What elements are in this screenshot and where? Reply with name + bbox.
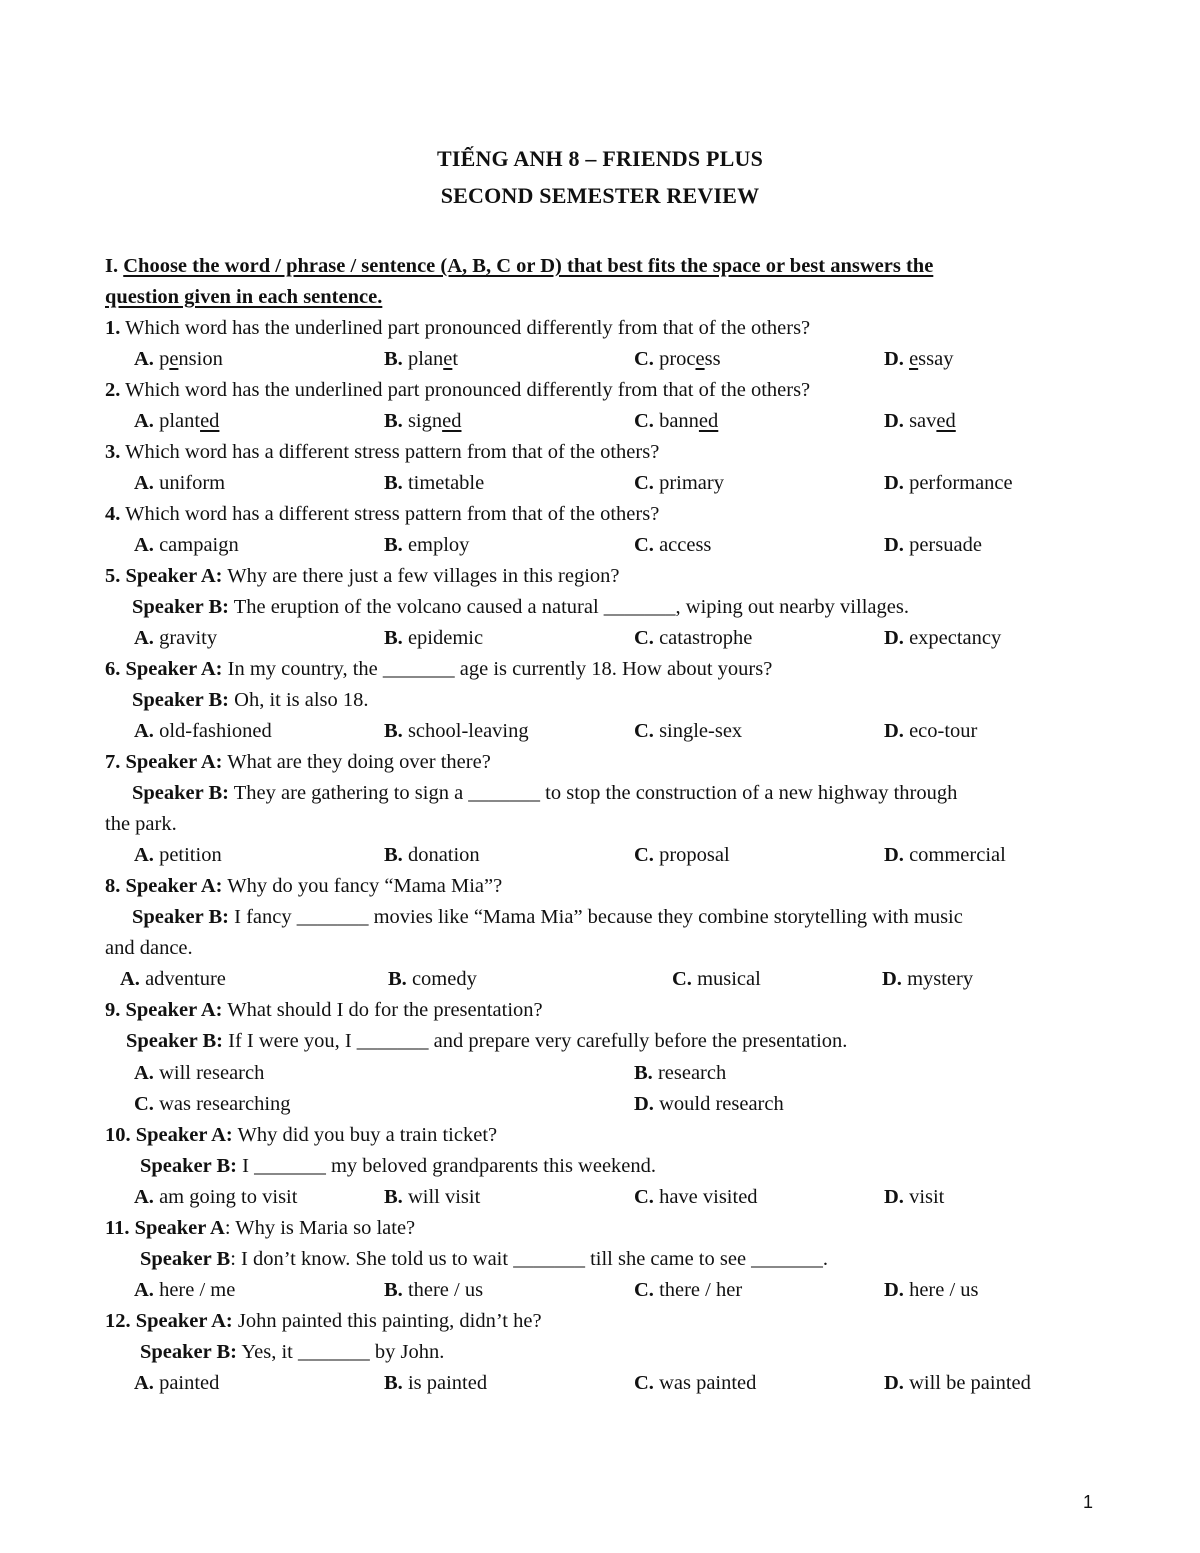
option-letter: B.: [384, 534, 403, 556]
answer-option-c[interactable]: [634, 1280, 742, 1301]
option-text: will be painted: [909, 1372, 1031, 1394]
answer-option-d[interactable]: [884, 721, 977, 742]
question-8-line-3: [105, 938, 193, 959]
answer-option-b[interactable]: [388, 969, 477, 990]
section-instruction: [105, 256, 933, 277]
section-instruction-line2: question given in each sentence.: [105, 286, 383, 308]
option-letter: A.: [134, 1372, 154, 1394]
answer-option-b[interactable]: [384, 411, 461, 432]
answer-option-b[interactable]: [384, 628, 483, 649]
question-7-line-1: [105, 752, 491, 773]
answer-option-a[interactable]: [134, 721, 272, 742]
option-underlined-part: ed: [200, 410, 220, 432]
option-text: proc: [659, 348, 696, 370]
speaker-label: Speaker A:: [135, 1124, 233, 1146]
option-text: musical: [697, 968, 761, 990]
answer-option-a[interactable]: [134, 628, 217, 649]
option-text: single-sex: [659, 720, 743, 742]
option-text: would research: [659, 1093, 784, 1115]
option-letter: B.: [384, 410, 403, 432]
question-text: They are gathering to sign a _______ to stop the construction of a new highway through: [229, 782, 958, 804]
option-letter: A.: [134, 1279, 154, 1301]
option-letter: A.: [134, 844, 154, 866]
question-text: Which word has the underlined part pronounced differently from that of the others?: [125, 317, 811, 339]
answer-option-a[interactable]: [134, 1187, 297, 1208]
option-letter: D.: [884, 1279, 904, 1301]
option-letter: C.: [634, 844, 654, 866]
question-5-line-2: [132, 597, 909, 618]
question-text: Yes, it _______ by John.: [237, 1341, 445, 1363]
option-letter: B.: [384, 627, 403, 649]
question-number: 6.: [105, 658, 121, 680]
answer-option-a[interactable]: [134, 473, 225, 494]
option-text: campaign: [159, 534, 239, 556]
answer-option-a[interactable]: [134, 411, 219, 432]
option-letter: D.: [884, 1186, 904, 1208]
speaker-label: Speaker B:: [132, 782, 230, 804]
question-text: Oh, it is also 18.: [229, 689, 369, 711]
option-underlined-part: e: [443, 348, 453, 370]
option-text: am going to visit: [159, 1186, 298, 1208]
option-letter: C.: [634, 720, 654, 742]
answer-option-c[interactable]: [634, 473, 724, 494]
option-text: here / me: [159, 1279, 236, 1301]
option-underlined-part: e: [169, 348, 179, 370]
option-text: expectancy: [909, 627, 1002, 649]
question-5-line-1: [105, 566, 619, 587]
answer-option-a[interactable]: [134, 1280, 235, 1301]
question-number: 5.: [105, 565, 121, 587]
option-letter: B.: [384, 1279, 403, 1301]
answer-option-d[interactable]: [884, 1187, 944, 1208]
option-text: will research: [159, 1062, 265, 1084]
question-11-line-2: [140, 1249, 828, 1270]
option-letter: C.: [634, 410, 654, 432]
question-9-line-2: [126, 1031, 847, 1052]
question-number: 4.: [105, 503, 121, 525]
option-text: sav: [909, 410, 937, 432]
option-letter: A.: [134, 348, 154, 370]
speaker-label: Speaker A:: [125, 565, 223, 587]
speaker-label: Speaker B:: [126, 1030, 224, 1052]
option-text: have visited: [659, 1186, 758, 1208]
question-number: 2.: [105, 379, 121, 401]
answer-option-a[interactable]: [134, 845, 222, 866]
option-letter: B.: [384, 844, 403, 866]
question-12-line-2: [140, 1342, 444, 1363]
question-8-line-1: [105, 876, 502, 897]
option-text: was researching: [159, 1093, 291, 1115]
option-text: donation: [407, 844, 480, 866]
option-letter: A.: [134, 534, 154, 556]
question-number: 9.: [105, 999, 121, 1021]
answer-option-b[interactable]: [384, 349, 458, 370]
question-number: 1.: [105, 317, 121, 339]
option-text: epidemic: [407, 627, 484, 649]
answer-option-d[interactable]: [634, 1094, 784, 1115]
option-letter: A.: [134, 720, 154, 742]
answer-option-c[interactable]: [634, 1373, 756, 1394]
option-letter: B.: [388, 968, 407, 990]
option-text: there / us: [407, 1279, 484, 1301]
option-text: bann: [659, 410, 699, 432]
option-text-rest: t: [452, 348, 459, 370]
section-instruction-cont: [105, 287, 382, 308]
option-text: catastrophe: [659, 627, 753, 649]
option-letter: C.: [634, 348, 654, 370]
option-letter: C.: [634, 1279, 654, 1301]
question-text: Which word has a different stress pattern from that of the others?: [125, 441, 660, 463]
question-text: Why do you fancy “Mama Mia”?: [222, 875, 503, 897]
option-text: painted: [159, 1372, 220, 1394]
option-text: comedy: [411, 968, 477, 990]
answer-option-a[interactable]: [134, 535, 239, 556]
option-letter: C.: [634, 472, 654, 494]
section-numeral: I.: [105, 255, 119, 277]
option-letter: D.: [884, 1372, 904, 1394]
option-text: old-fashioned: [159, 720, 272, 742]
question-6-line-1: [105, 659, 772, 680]
option-letter: D.: [884, 410, 904, 432]
option-text: p: [159, 348, 170, 370]
answer-option-d[interactable]: [884, 473, 1013, 494]
option-text: research: [657, 1062, 727, 1084]
option-letter: D.: [884, 720, 904, 742]
speaker-label: Speaker B:: [140, 1341, 238, 1363]
option-underlined-part: ed: [698, 410, 719, 432]
speaker-label: Speaker A:: [135, 1310, 233, 1332]
answer-option-c[interactable]: [634, 1187, 758, 1208]
option-letter: D.: [634, 1093, 654, 1115]
speaker-label: Speaker B:: [132, 596, 230, 618]
answer-option-d[interactable]: [884, 349, 953, 370]
option-text: plan: [407, 348, 444, 370]
option-text-rest: nsion: [178, 348, 223, 370]
question-text: In my country, the _______ age is currently 18. How about yours?: [222, 658, 773, 680]
answer-option-b[interactable]: [384, 1187, 480, 1208]
option-letter: D.: [884, 348, 904, 370]
answer-option-d[interactable]: [884, 1373, 1031, 1394]
page-title: TIẾNG ANH 8 – FRIENDS PLUS: [436, 146, 764, 171]
option-text-rest: ss: [704, 348, 721, 370]
option-letter: D.: [884, 627, 904, 649]
question-text: If I were you, I _______ and prepare very carefully before the presentation.: [223, 1030, 848, 1052]
option-letter: C.: [634, 1372, 654, 1394]
question-7-line-2: [132, 783, 957, 804]
option-text: uniform: [159, 472, 226, 494]
option-text: timetable: [407, 472, 485, 494]
question-12-line-1: [105, 1311, 542, 1332]
question-text: What should I do for the presentation?: [222, 999, 543, 1021]
option-underlined-part: ed: [442, 410, 462, 432]
option-text: sign: [407, 410, 443, 432]
option-text: primary: [659, 472, 724, 494]
option-letter: A.: [134, 627, 154, 649]
question-number: 8.: [105, 875, 121, 897]
speaker-label: Speaker A:: [125, 875, 223, 897]
page-number: 1: [1083, 1492, 1094, 1512]
option-text: employ: [407, 534, 470, 556]
question-text: John painted this painting, didn’t he?: [232, 1310, 542, 1332]
section-instruction-line1: Choose the word / phrase / sentence (A, B, C or D) that best fits the space or best answers the: [123, 255, 934, 277]
option-letter: A.: [134, 410, 154, 432]
option-text: plant: [159, 410, 201, 432]
speaker-label: Speaker B: [140, 1248, 231, 1270]
speaker-label: Speaker A:: [125, 999, 223, 1021]
option-letter: A.: [134, 1062, 154, 1084]
option-letter: B.: [384, 1372, 403, 1394]
option-letter: D.: [884, 844, 904, 866]
option-text: visit: [909, 1186, 945, 1208]
option-letter: B.: [384, 472, 403, 494]
question-3-line-1: [105, 442, 659, 463]
option-letter: C.: [134, 1093, 154, 1115]
option-text: proposal: [659, 844, 730, 866]
question-number: 3.: [105, 441, 121, 463]
speaker-label: Speaker B:: [132, 689, 230, 711]
option-letter: B.: [634, 1062, 653, 1084]
option-text: here / us: [909, 1279, 979, 1301]
question-text: and dance.: [105, 937, 193, 959]
answer-option-d[interactable]: [884, 628, 1001, 649]
option-letter: D.: [884, 534, 904, 556]
option-letter: A.: [134, 1186, 154, 1208]
speaker-label: Speaker B:: [140, 1155, 238, 1177]
answer-option-b[interactable]: [384, 1373, 487, 1394]
option-underlined-part: e: [695, 348, 705, 370]
option-letter: B.: [384, 720, 403, 742]
answer-option-b[interactable]: [384, 845, 480, 866]
option-letter: C.: [634, 627, 654, 649]
question-text: Why did you buy a train ticket?: [232, 1124, 498, 1146]
question-4-line-1: [105, 504, 659, 525]
speaker-label: Speaker A:: [125, 658, 223, 680]
question-9-line-1: [105, 1000, 543, 1021]
answer-option-b[interactable]: [384, 535, 469, 556]
question-1-line-1: [105, 318, 810, 339]
option-underlined-part: e: [909, 348, 919, 370]
question-text: Which word has the underlined part pronounced differently from that of the others?: [125, 379, 811, 401]
option-text: mystery: [907, 968, 974, 990]
question-7-line-3: [105, 814, 177, 835]
option-text: persuade: [909, 534, 982, 556]
question-11-line-1: [105, 1218, 415, 1239]
option-text: gravity: [159, 627, 218, 649]
option-text: school-leaving: [407, 720, 529, 742]
option-letter: B.: [384, 1186, 403, 1208]
answer-option-d[interactable]: [884, 535, 982, 556]
answer-option-a[interactable]: [134, 1063, 264, 1084]
option-text: there / her: [659, 1279, 743, 1301]
option-letter: D.: [884, 472, 904, 494]
question-number: 10.: [105, 1124, 131, 1146]
page-subtitle: SECOND SEMESTER REVIEW: [440, 183, 760, 208]
answer-option-d[interactable]: [884, 845, 1006, 866]
speaker-label: Speaker B:: [132, 906, 230, 928]
option-text: commercial: [909, 844, 1006, 866]
question-number: 11.: [105, 1217, 130, 1239]
question-2-line-1: [105, 380, 810, 401]
answer-option-b[interactable]: [384, 721, 529, 742]
question-text: What are they doing over there?: [222, 751, 491, 773]
answer-option-c[interactable]: [634, 535, 711, 556]
option-text: is painted: [407, 1372, 488, 1394]
option-text: eco-tour: [909, 720, 978, 742]
answer-option-b[interactable]: [384, 1280, 483, 1301]
question-8-line-2: [132, 907, 963, 928]
question-text: : Why is Maria so late?: [224, 1217, 416, 1239]
option-letter: D.: [882, 968, 902, 990]
option-letter: A.: [134, 472, 154, 494]
answer-option-c[interactable]: [134, 1094, 291, 1115]
option-text: adventure: [145, 968, 226, 990]
speaker-label: Speaker A:: [125, 751, 223, 773]
answer-option-c[interactable]: [634, 845, 730, 866]
option-text: will visit: [407, 1186, 481, 1208]
answer-option-d[interactable]: [884, 411, 956, 432]
answer-option-b[interactable]: [634, 1063, 726, 1084]
option-letter: C.: [634, 534, 654, 556]
question-text: Why are there just a few villages in this region?: [222, 565, 620, 587]
speaker-label: Speaker A: [134, 1217, 225, 1239]
option-text: was painted: [659, 1372, 757, 1394]
question-text: The eruption of the volcano caused a natural _______, wiping out nearby villages.: [229, 596, 909, 618]
question-10-line-2: [140, 1156, 656, 1177]
question-text: Which word has a different stress pattern from that of the others?: [125, 503, 660, 525]
answer-option-a[interactable]: [134, 349, 223, 370]
question-text: the park.: [105, 813, 177, 835]
question-text: : I don’t know. She told us to wait _______ till she came to see _______.: [230, 1248, 829, 1270]
question-number: 12.: [105, 1310, 131, 1332]
question-10-line-1: [105, 1125, 497, 1146]
answer-option-c[interactable]: [634, 349, 721, 370]
option-letter: C.: [672, 968, 692, 990]
option-text: performance: [909, 472, 1013, 494]
option-text-rest: ssay: [918, 348, 954, 370]
option-text: petition: [159, 844, 222, 866]
question-6-line-2: [132, 690, 369, 711]
answer-option-c[interactable]: [672, 969, 761, 990]
answer-option-c[interactable]: [634, 628, 752, 649]
option-underlined-part: ed: [936, 410, 956, 432]
answer-option-d[interactable]: [884, 1280, 979, 1301]
option-letter: A.: [120, 968, 140, 990]
question-text: I fancy _______ movies like “Mama Mia” because they combine storytelling with music: [229, 906, 963, 928]
answer-option-a[interactable]: [134, 1373, 219, 1394]
answer-option-a[interactable]: [120, 969, 226, 990]
question-text: I _______ my beloved grandparents this weekend.: [237, 1155, 657, 1177]
answer-option-c[interactable]: [634, 721, 742, 742]
option-text: access: [659, 534, 712, 556]
question-number: 7.: [105, 751, 121, 773]
answer-option-b[interactable]: [384, 473, 484, 494]
answer-option-d[interactable]: [882, 969, 973, 990]
option-letter: B.: [384, 348, 403, 370]
option-letter: C.: [634, 1186, 654, 1208]
answer-option-c[interactable]: [634, 411, 718, 432]
